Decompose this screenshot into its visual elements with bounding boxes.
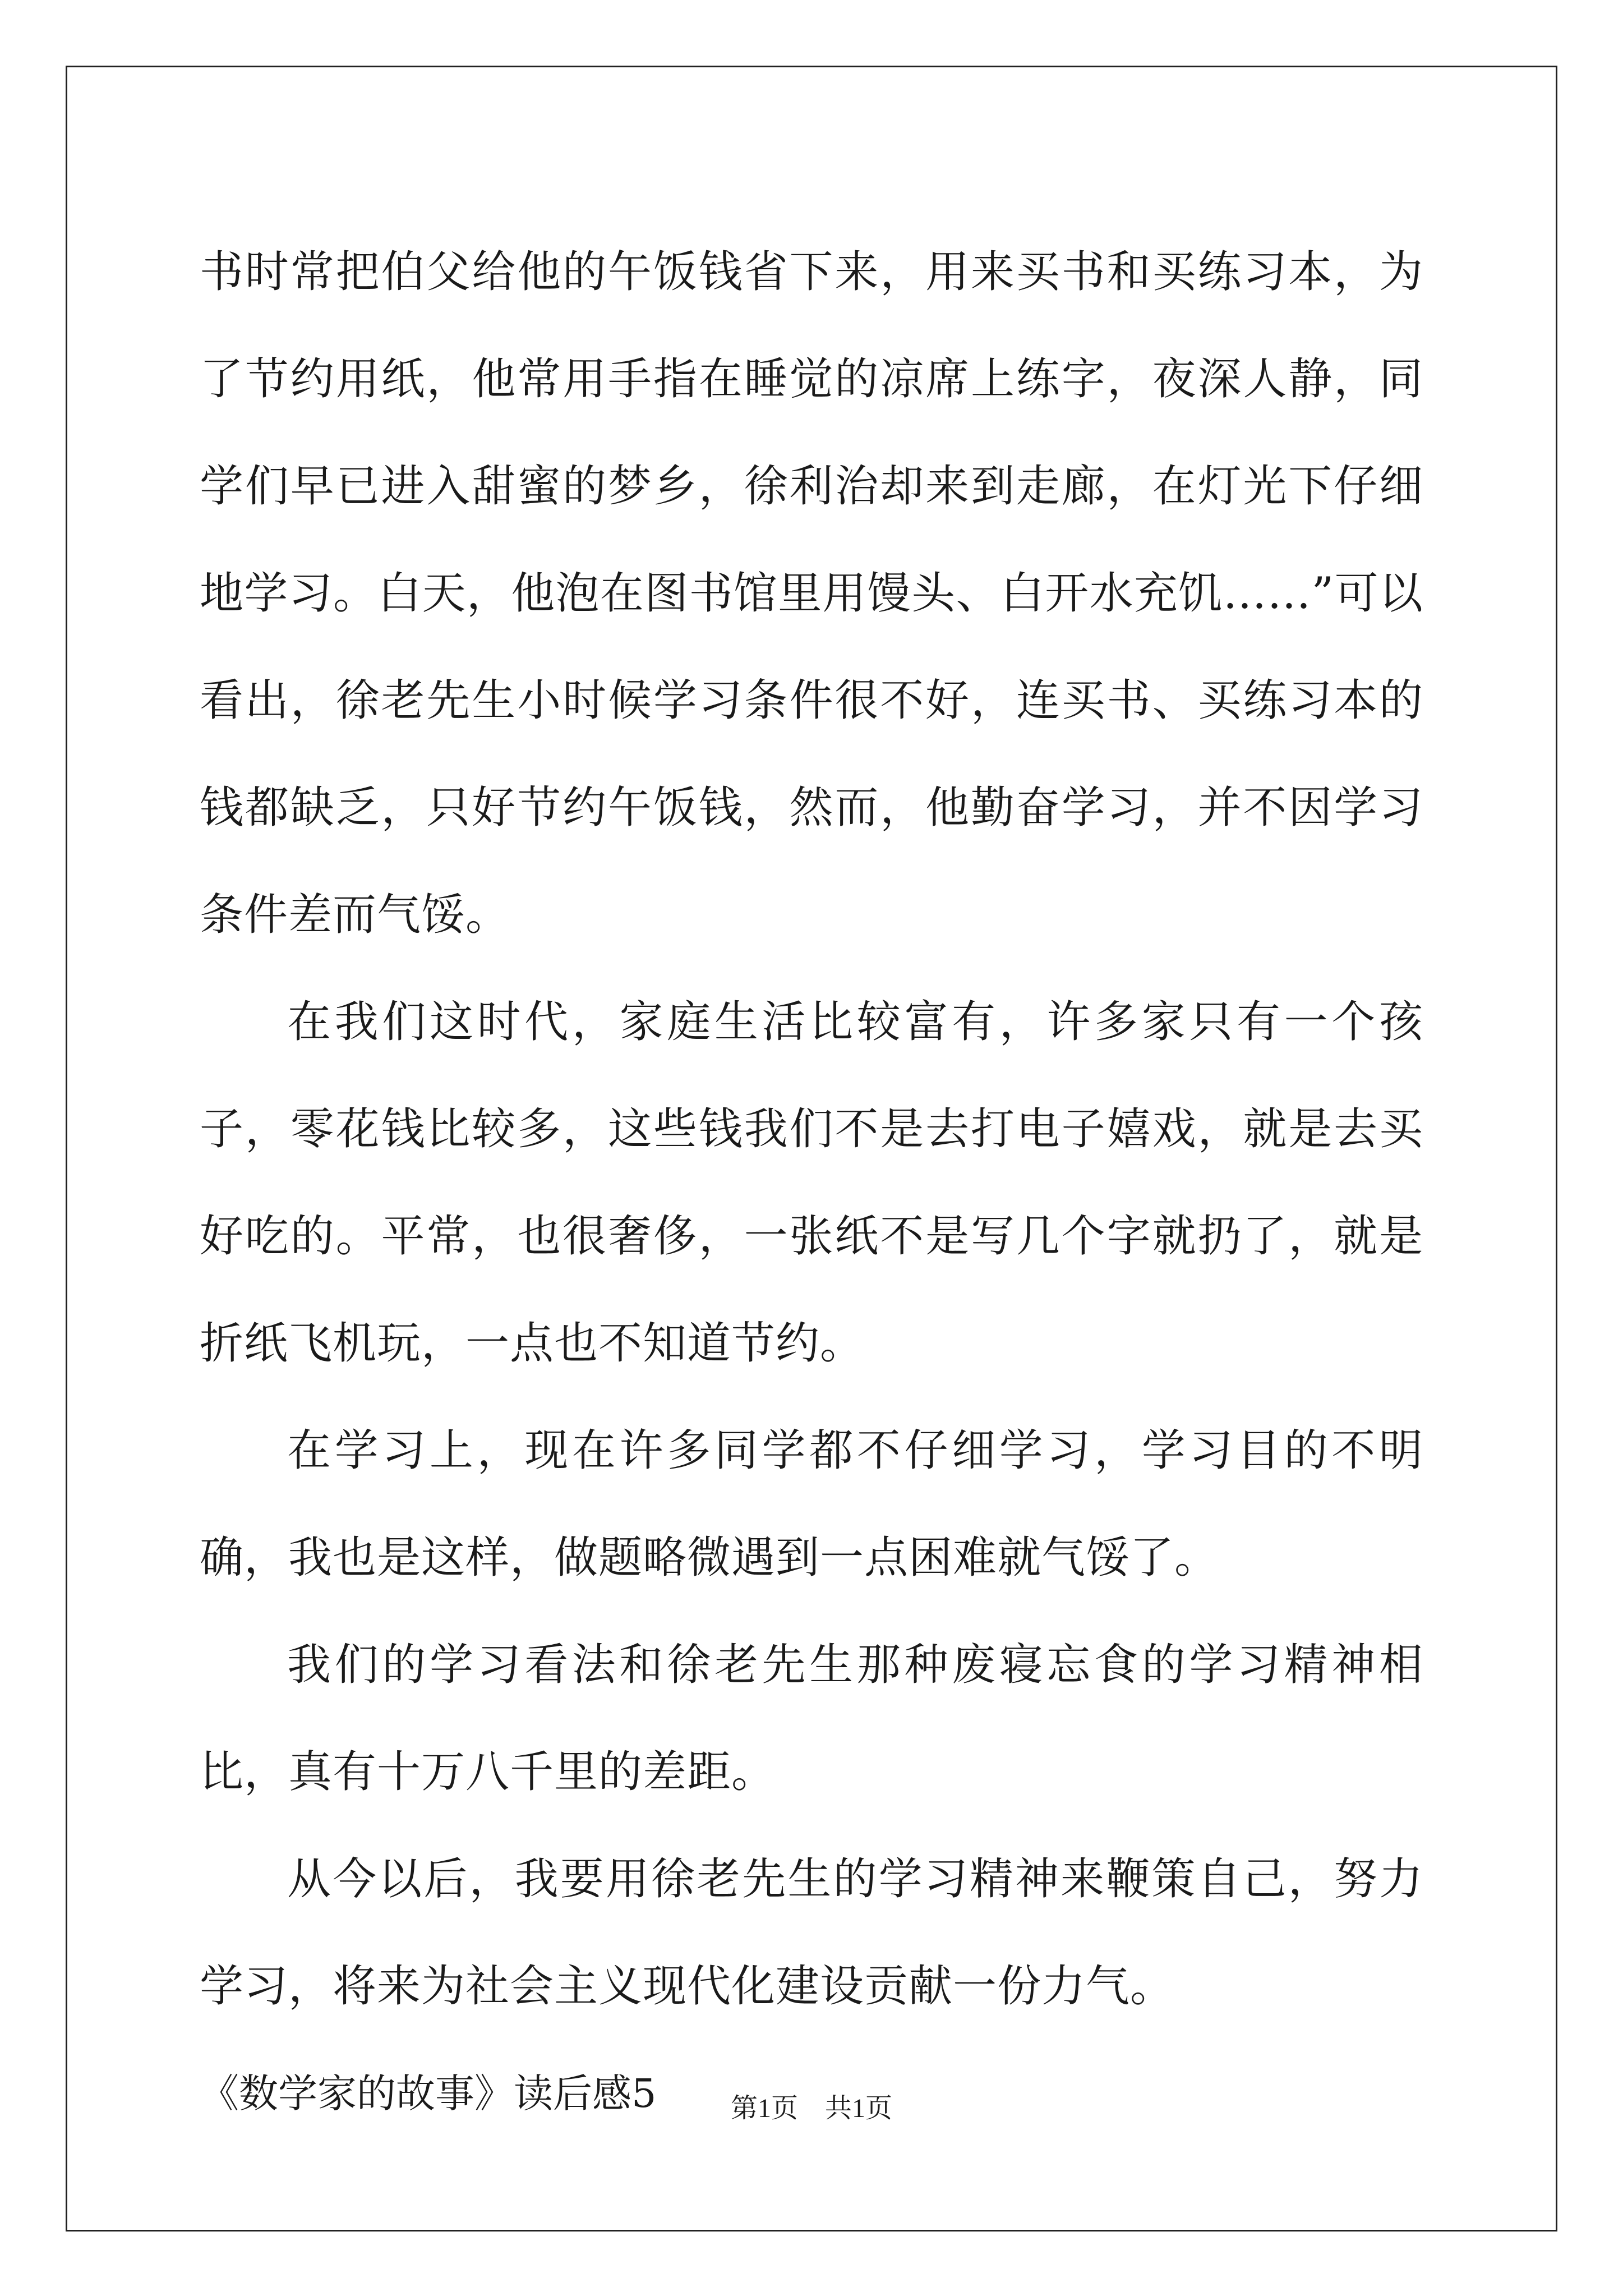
paragraph-4: 我们的学习看法和徐老先生那种废寝忘食的学习精神相比，真有十万八千里的差距。	[200, 1640, 1423, 1797]
paragraph-1: 书时常把伯父给他的午饭钱省下来，用来买书和买练习本，为了节约用纸，他常用手指在睡觉的凉席上练字，夜深人静，同学们早已进入甜蜜的梦乡，徐利治却来到走廊，在灯光下仔细地学习。白天，他泡在图书馆里用馒头、白开水充饥……”可以看出，徐老先生小时候学习条件很不好，连买书、买练习本的钱都缺乏，只好节约午饭钱，然而，他勤奋学习，并不因学习条件差而气馁。	[200, 247, 1423, 940]
paragraph-3: 在学习上，现在许多同学都不仔细学习，学习目的不明确，我也是这样，做题略微遇到一点困难就气馁了。	[200, 1425, 1423, 1583]
document-body	[200, 219, 1423, 2147]
section-heading: 《数学家的故事》读后感5	[200, 2070, 657, 2116]
page-footer: 第1页 共1页	[730, 2093, 892, 2123]
paragraph-5: 从今以后，我要用徐老先生的学习精神来鞭策自己，努力学习，将来为社会主义现代化建设贡献一份力气。	[200, 1854, 1423, 2012]
paragraph-2: 在我们这时代，家庭生活比较富有，许多家只有一个孩子，零花钱比较多，这些钱我们不是去打电子嬉戏，就是去买好吃的。平常，也很奢侈，一张纸不是写几个字就扔了，就是折纸飞机玩，一点也不知道节约。	[200, 997, 1423, 1369]
